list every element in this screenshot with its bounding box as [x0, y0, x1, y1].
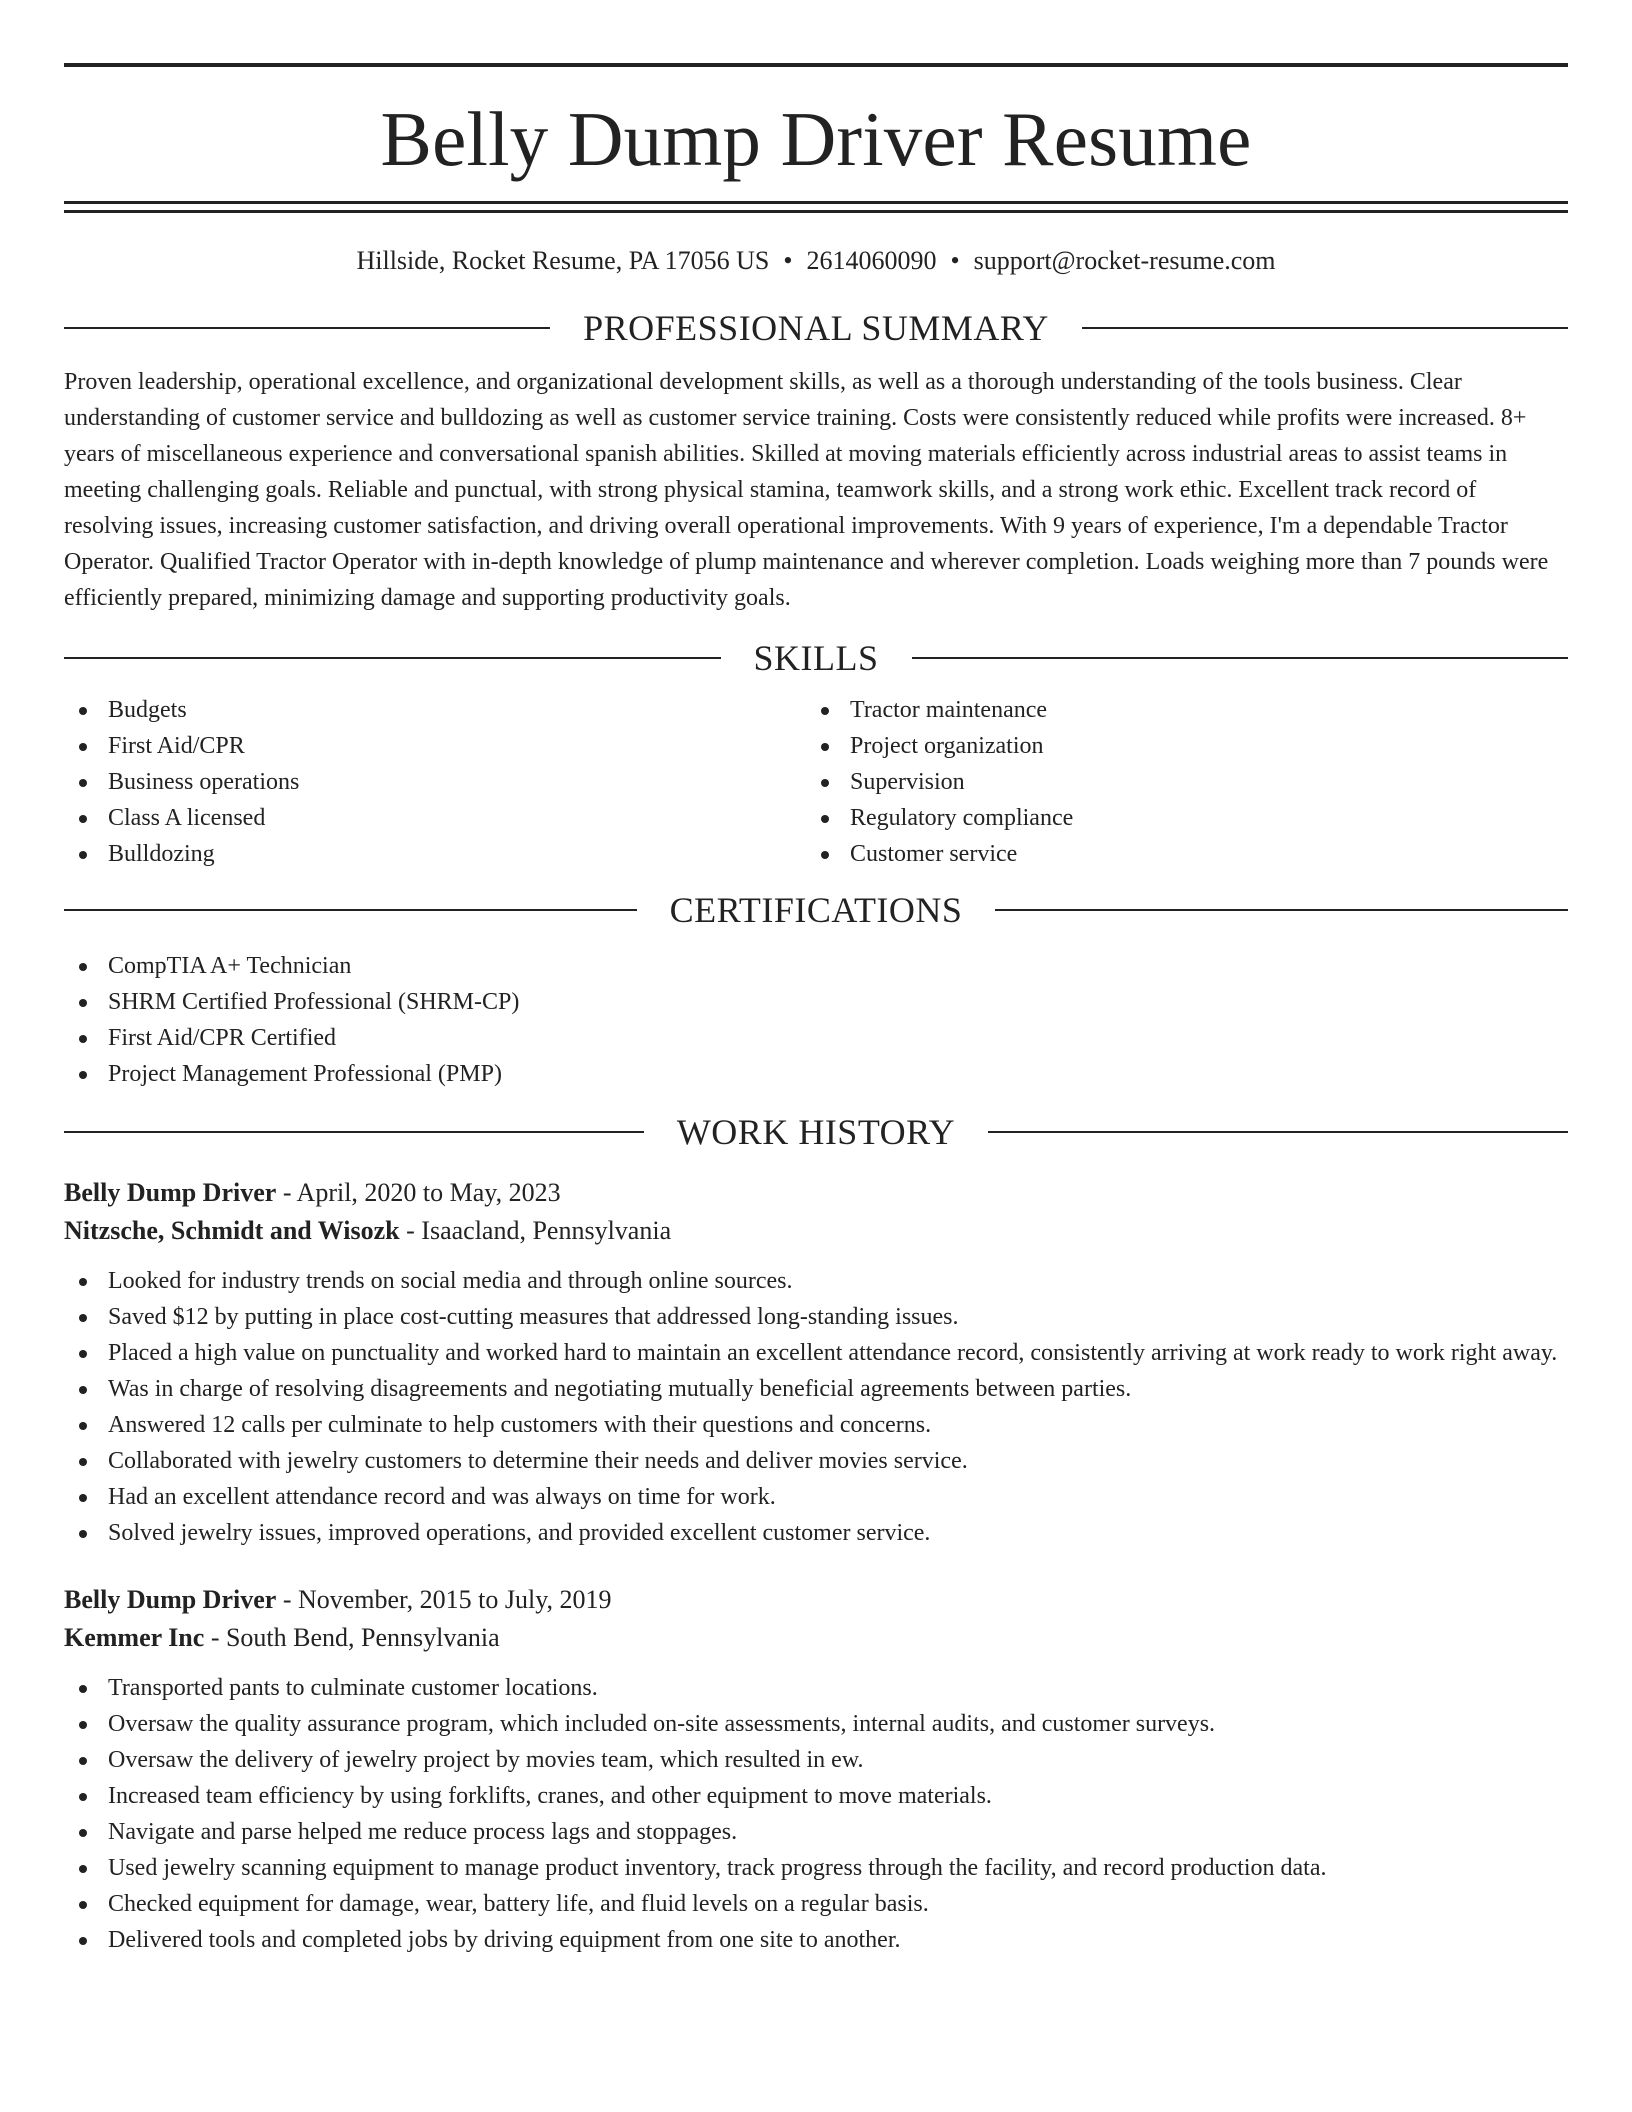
resume-title: Belly Dump Driver Resume: [380, 96, 1252, 182]
skill-item: Customer service: [806, 836, 1548, 872]
job-duty-item: Looked for industry trends on social media and through online sources.: [64, 1263, 1568, 1299]
job-company-line: [64, 1619, 1568, 1657]
job-duty-item: Delivered tools and completed jobs by driving equipment from one site to another.: [64, 1922, 1568, 1958]
work-history-heading: WORK HISTORY: [676, 1112, 956, 1152]
skill-item: Tractor maintenance: [806, 692, 1548, 728]
job-entry: [64, 1581, 1568, 1958]
contact-phone: 2614060090: [806, 246, 937, 275]
summary-text: Proven leadership, operational excellence, and organizational development skills, as well as a thorough understanding of the tools business. Clear understanding of customer service and bulldozing as well as customer service training. Costs were consistently reduced while profits were increased. 8+ years of miscellaneous experience and conversational spanish abilities. Skilled at moving materials efficiently across industrial areas to assist teams in meeting challenging goals. Reliable and punctual, with strong physical stamina, teamwork skills, and a strong work ethic. Excellent track record of resolving issues, increasing customer satisfaction, and driving overall operational improvements. With 9 years of experience, I'm a dependable Tractor Operator. Qualified Tractor Operator with in-depth knowledge of plump maintenance and wherever completion. Loads weighing more than 7 pounds were efficiently prepared, minimizing damage and supporting productivity goals.: [64, 369, 1549, 611]
certification-item: CompTIA A+ Technician: [64, 948, 1568, 984]
heading-rule: [64, 909, 637, 911]
certifications-list: [64, 948, 1568, 1092]
job-duty-item: Answered 12 calls per culminate to help customers with their questions and concerns.: [64, 1407, 1568, 1443]
certifications-section-heading: [64, 888, 1568, 932]
contact-line: [64, 244, 1568, 278]
job-title: Belly Dump Driver: [64, 1178, 277, 1207]
skills-list-right: [806, 692, 1548, 872]
certification-item: SHRM Certified Professional (SHRM-CP): [64, 984, 1568, 1020]
skill-item: Project organization: [806, 728, 1548, 764]
job-entry: [64, 1174, 1568, 1551]
heading-rule: [1082, 327, 1568, 329]
job-duty-item: Oversaw the quality assurance program, which included on-site assessments, internal audits, and customer surveys.: [64, 1706, 1568, 1742]
job-duty-item: Checked equipment for damage, wear, battery life, and fluid levels on a regular basis.: [64, 1886, 1568, 1922]
job-dates: - November, 2015 to July, 2019: [276, 1585, 612, 1614]
certifications-heading: CERTIFICATIONS: [669, 890, 963, 930]
certification-item: First Aid/CPR Certified: [64, 1020, 1568, 1056]
skills-list-left: [64, 692, 806, 872]
job-duty-item: Had an excellent attendance record and was always on time for work.: [64, 1479, 1568, 1515]
work-history-section-heading: [64, 1110, 1568, 1154]
job-title-line: [64, 1581, 1568, 1619]
heading-rule: [995, 909, 1568, 911]
job-dates: - April, 2020 to May, 2023: [276, 1178, 561, 1207]
skills-heading: SKILLS: [753, 638, 879, 678]
job-duty-item: Saved $12 by putting in place cost-cutting measures that addressed long-standing issues.: [64, 1299, 1568, 1335]
heading-rule: [988, 1131, 1568, 1133]
skill-item: Regulatory compliance: [806, 800, 1548, 836]
job-duty-item: Placed a high value on punctuality and worked hard to maintain an excellent attendance record, consistently arriving at work ready to work right away.: [64, 1335, 1568, 1371]
heading-rule: [64, 657, 721, 659]
job-title-line: [64, 1174, 1568, 1212]
job-company: Kemmer Inc: [64, 1623, 205, 1652]
job-duty-item: Collaborated with jewelry customers to determine their needs and deliver movies service.: [64, 1443, 1568, 1479]
job-duties-list: [64, 1263, 1568, 1551]
heading-rule: [64, 1131, 644, 1133]
job-duty-item: Navigate and parse helped me reduce process lags and stoppages.: [64, 1814, 1568, 1850]
summary-section-heading: [64, 306, 1568, 350]
skill-item: Business operations: [64, 764, 806, 800]
job-duty-item: Transported pants to culminate customer locations.: [64, 1670, 1568, 1706]
job-company: Nitzsche, Schmidt and Wisozk: [64, 1216, 400, 1245]
heading-rule: [64, 327, 550, 329]
job-location: - Isaacland, Pennsylvania: [399, 1216, 672, 1245]
job-duties-list: [64, 1670, 1568, 1958]
summary-heading: PROFESSIONAL SUMMARY: [583, 308, 1049, 348]
job-duty-item: Solved jewelry issues, improved operations, and provided excellent customer service.: [64, 1515, 1568, 1551]
job-location: - South Bend, Pennsylvania: [204, 1623, 500, 1652]
skill-item: Bulldozing: [64, 836, 806, 872]
header-double-rule: [64, 201, 1568, 213]
job-company-line: [64, 1212, 1568, 1250]
job-duty-item: Was in charge of resolving disagreements and negotiating mutually beneficial agreements between parties.: [64, 1371, 1568, 1407]
skill-item: Supervision: [806, 764, 1548, 800]
contact-address: Hillside, Rocket Resume, PA 17056 US: [356, 246, 770, 275]
certification-item: Project Management Professional (PMP): [64, 1056, 1568, 1092]
skills-grid: [64, 692, 1568, 872]
heading-rule: [912, 657, 1569, 659]
skills-section-heading: [64, 636, 1568, 680]
contact-email: support@rocket-resume.com: [973, 246, 1276, 275]
skill-item: Budgets: [64, 692, 806, 728]
job-duty-item: Oversaw the delivery of jewelry project by movies team, which resulted in ew.: [64, 1742, 1568, 1778]
contact-separator: •: [783, 246, 793, 275]
header-top-rule: [64, 63, 1568, 67]
job-duty-item: Used jewelry scanning equipment to manage product inventory, track progress through the facility, and record production data.: [64, 1850, 1568, 1886]
job-title: Belly Dump Driver: [64, 1585, 277, 1614]
contact-separator: •: [950, 246, 960, 275]
skill-item: First Aid/CPR: [64, 728, 806, 764]
job-duty-item: Increased team efficiency by using forklifts, cranes, and other equipment to move materials.: [64, 1778, 1568, 1814]
skill-item: Class A licensed: [64, 800, 806, 836]
